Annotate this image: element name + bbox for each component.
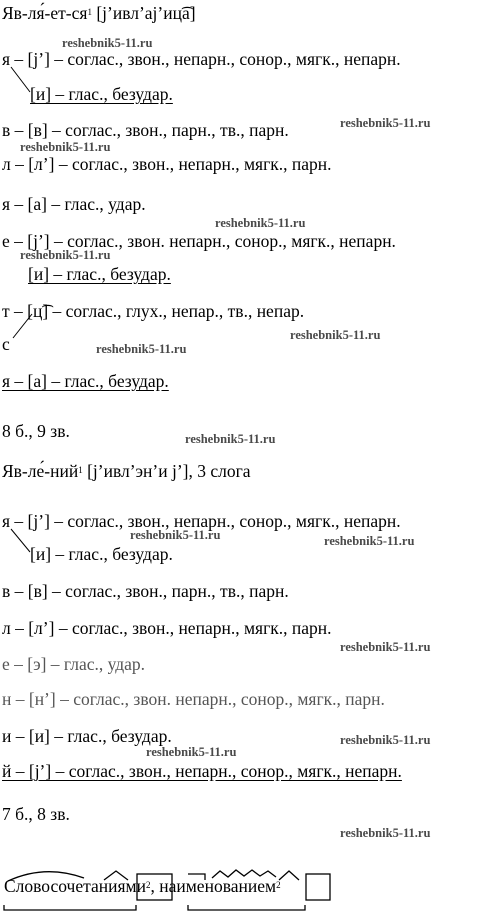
watermark: reshebnik5-11.ru [340, 640, 431, 654]
watermark: reshebnik5-11.ru [20, 140, 111, 154]
analysis-line-underlined: [и] – глас., безудар. [30, 84, 173, 104]
analysis-line-underlined: [и] – глас., безудар. [28, 264, 171, 284]
watermark: reshebnik5-11.ru [130, 528, 221, 542]
analysis-line: я – [j’] – соглас., звон., непарн., сонор., мягк., непарн. [2, 511, 401, 531]
letter-sound-count: 8 б., 9 зв. [2, 421, 70, 441]
watermark: reshebnik5-11.ru [340, 733, 431, 747]
word-header-1: $Яв-ля́-ет-ся^1$ [j’ивл’аj’иц͡а] [2, 3, 196, 23]
analysis-line-underlined: я – [а] – глас., безудар. [2, 371, 169, 391]
analysis-line: е – [э] – глас., удар. [2, 654, 146, 674]
analysis-line: л – [л’] – соглас., звон., непарн., мягк., парн. [2, 154, 332, 174]
analysis-line: л – [л’] – соглас., звон., непарн., мягк., парн. [2, 618, 332, 638]
letter-sound-count: 7 б., 8 зв. [2, 804, 70, 824]
watermark: reshebnik5-11.ru [185, 432, 276, 446]
watermark: reshebnik5-11.ru [146, 745, 237, 759]
word-header-2: Яв-ле́-ний$^1$ [j’ивл’эн’и j’], 3 слога [2, 461, 251, 481]
analysis-line: в – [в] – соглас., звон., парн., тв., парн. [2, 120, 289, 140]
analysis-line: я – [j’] – соглас., звон., непарн., сонор., мягк., непарн. [2, 49, 401, 69]
watermark: reshebnik5-11.ru [215, 216, 306, 230]
stem-bracket [4, 905, 136, 910]
analysis-line: н – [н’] – соглас., звон. непарн., сонор., мягк., парн. [2, 689, 385, 709]
analysis-line: и – [и] – глас., безудар. [2, 726, 172, 746]
analysis-line: е – [j’] – соглас., звон. непарн., сонор., мягк., непарн. [2, 231, 396, 251]
watermark: reshebnik5-11.ru [290, 328, 381, 342]
morphemic-parsing-line: Словосочетаниями$^2$, наименованием$^2$ [4, 876, 281, 896]
watermark: reshebnik5-11.ru [96, 342, 187, 356]
analysis-line: [и] – глас., безудар. [30, 544, 173, 564]
analysis-line-underlined: й – [j’] – соглас., звон., непарн., сонор., мягк., непарн. [2, 761, 402, 781]
watermark: reshebnik5-11.ru [62, 36, 153, 50]
analysis-line: в – [в] – соглас., звон., парн., тв., парн. [2, 581, 289, 601]
analysis-line: т – [ц͡] – соглас., глух., непар., тв., непар. [2, 301, 305, 321]
analysis-line: с [2, 334, 10, 354]
ending-box [306, 874, 330, 900]
watermark: reshebnik5-11.ru [324, 534, 415, 548]
connector-line [10, 312, 40, 342]
stem-bracket [188, 905, 305, 910]
watermark: reshebnik5-11.ru [20, 248, 111, 262]
analysis-line: я – [а] – глас., удар. [2, 194, 146, 214]
watermark: reshebnik5-11.ru [340, 826, 431, 840]
suffix-mark [279, 871, 299, 880]
watermark: reshebnik5-11.ru [340, 116, 431, 130]
